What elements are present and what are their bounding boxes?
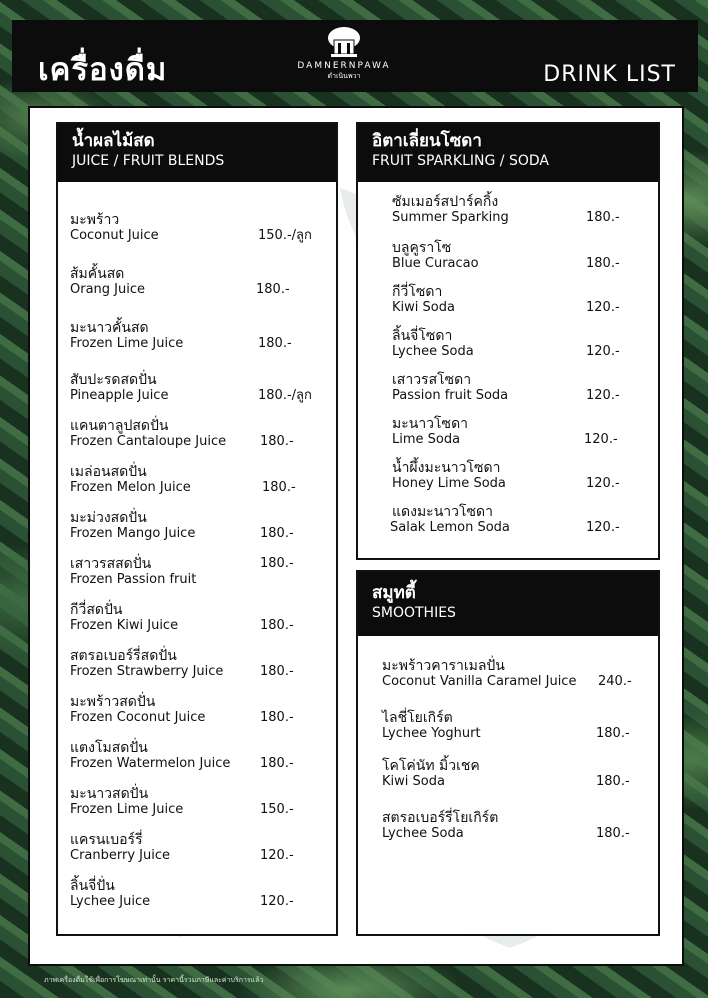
- soda-title-thai: อิตาเลี่ยนโซดา: [372, 131, 482, 151]
- item-name-english: Lime Soda: [392, 432, 461, 447]
- item-name-thai: ซัมเมอร์สปาร์คกิ้ง: [392, 194, 499, 210]
- smoothies-section-header: [358, 572, 658, 636]
- menu-item: [358, 758, 658, 790]
- menu-item: [58, 320, 336, 352]
- soda-title-english: FRUIT SPARKLING / SODA: [372, 153, 549, 169]
- item-price: 120.-: [586, 388, 620, 403]
- item-name-thai: เสาวรสโซดา: [392, 372, 472, 388]
- item-name-thai: แครนเบอร์รี่: [70, 832, 143, 848]
- item-price: 120.-: [260, 894, 294, 909]
- item-name-english: Coconut Juice: [70, 228, 159, 243]
- item-name-thai: มะพร้าว: [70, 212, 120, 228]
- menu-item: [358, 372, 658, 404]
- item-name-english: Frozen Mango Juice: [70, 526, 196, 541]
- menu-item: [358, 240, 658, 272]
- item-name-english: Lychee Juice: [70, 894, 151, 909]
- item-name-thai: บลูคูราโซ: [392, 240, 452, 256]
- item-price: 180.-: [262, 480, 296, 495]
- item-price: 180.-: [260, 756, 294, 771]
- logo-text-thai: ดำเนินพวา: [327, 72, 361, 80]
- item-price: 180.-: [596, 726, 630, 741]
- juice-section: [56, 122, 338, 936]
- item-price: 150.-/ลูก: [258, 228, 312, 243]
- item-name-thai: เสาวรสสดปั่น: [70, 556, 152, 572]
- item-name-english: Frozen Coconut Juice: [70, 710, 206, 725]
- item-name-thai: มะพร้าวคาราเมลปั่น: [382, 658, 505, 674]
- item-name-english: Kiwi Soda: [382, 774, 445, 789]
- item-name-thai: มะนาวสดปั่น: [70, 786, 149, 802]
- item-name-english: Frozen Cantaloupe Juice: [70, 434, 227, 449]
- item-name-thai: ไลชี่โยเกิร์ต: [382, 710, 453, 726]
- item-name-english: Kiwi Soda: [392, 300, 455, 315]
- item-name-english: Lychee Yoghurt: [382, 726, 481, 741]
- item-name-english: Passion fruit Soda: [392, 388, 509, 403]
- menu-item: [58, 878, 336, 910]
- soda-section-header: [358, 124, 658, 182]
- smoothies-section: [356, 570, 660, 936]
- item-price: 180.-: [586, 256, 620, 271]
- menu-item: [358, 710, 658, 742]
- item-name-thai: กีวี่สดปั่น: [70, 602, 123, 618]
- item-price: 120.-: [586, 300, 620, 315]
- item-price: 240.-: [598, 674, 632, 689]
- juice-section-header: [58, 124, 336, 182]
- item-name-english: Coconut Vanilla Caramel Juice: [382, 674, 577, 689]
- menu-item: [358, 284, 658, 316]
- menu-item: [58, 266, 336, 298]
- item-name-english: Frozen Lime Juice: [70, 802, 184, 817]
- item-price: 150.-: [260, 802, 294, 817]
- juice-title-thai: น้ำผลไม้สด: [72, 131, 155, 151]
- item-name-english: Blue Curacao: [392, 256, 479, 271]
- menu-item: [58, 694, 336, 726]
- menu-item: [58, 602, 336, 634]
- menu-item: [58, 832, 336, 864]
- item-name-thai: ส้มคั้นสด: [70, 266, 125, 282]
- smoothies-title-english: SMOOTHIES: [372, 605, 456, 621]
- menu-item: [58, 372, 336, 404]
- item-name-english: Frozen Strawberry Juice: [70, 664, 224, 679]
- item-price: 120.-: [260, 848, 294, 863]
- item-price: 180.-: [260, 618, 294, 633]
- item-name-thai: แดงมะนาวโซดา: [392, 504, 493, 520]
- item-name-english: Honey Lime Soda: [392, 476, 506, 491]
- footer-note: ภาพเครื่องดื่มใช้เพื่อการโฆษณาเท่านั้น ราคานี้รวมภาษีและค่าบริการแล้ว: [44, 976, 264, 984]
- item-name-thai: น้ำผึ้งมะนาวโซดา: [392, 460, 501, 476]
- item-name-thai: กีวี่โซดา: [392, 284, 443, 300]
- page-title-thai: เครื่องดื่ม: [38, 52, 168, 88]
- menu-item: [58, 418, 336, 450]
- item-price: 180.-: [260, 434, 294, 449]
- item-price: 180.-: [586, 210, 620, 225]
- item-price: 120.-: [584, 432, 618, 447]
- item-price: 180.-: [256, 282, 290, 297]
- page-title-english: DRINK LIST: [543, 62, 676, 87]
- item-name-english: Frozen Lime Juice: [70, 336, 184, 351]
- item-price: 180.-: [260, 556, 294, 571]
- item-name-english: Frozen Passion fruit: [70, 572, 197, 587]
- item-price: 120.-: [586, 476, 620, 491]
- item-name-thai: มะนาวโซดา: [392, 416, 469, 432]
- menu-item: [58, 464, 336, 496]
- menu-item: [358, 328, 658, 360]
- item-name-english: Cranberry Juice: [70, 848, 170, 863]
- item-name-english: Salak Lemon Soda: [390, 520, 510, 535]
- item-price: 120.-: [586, 344, 620, 359]
- item-name-thai: มะนาวคั้นสด: [70, 320, 149, 336]
- menu-item: [58, 510, 336, 542]
- item-name-thai: สตรอเบอร์รี่สดปั่น: [70, 648, 177, 664]
- logo-text-english: DAMNERNPAWA: [297, 61, 391, 71]
- menu-item: [358, 416, 658, 448]
- item-name-thai: แตงโมสดปั่น: [70, 740, 148, 756]
- item-name-thai: แคนตาลูปสดปั่น: [70, 418, 169, 434]
- menu-item: [358, 504, 658, 536]
- item-name-english: Summer Sparking: [392, 210, 509, 225]
- smoothies-title-thai: สมูทตี้: [372, 583, 416, 603]
- item-name-english: Lychee Soda: [392, 344, 474, 359]
- menu-item: [358, 810, 658, 842]
- item-name-english: Lychee Soda: [382, 826, 464, 841]
- menu-item: [358, 658, 658, 690]
- item-name-english: Frozen Melon Juice: [70, 480, 191, 495]
- item-name-english: Pineapple Juice: [70, 388, 169, 403]
- tree-house-logo-icon: [321, 26, 367, 60]
- menu-item: [358, 194, 658, 226]
- item-price: 180.-: [260, 710, 294, 725]
- item-name-thai: เมล่อนสดปั่น: [70, 464, 147, 480]
- item-price: 180.-: [596, 774, 630, 789]
- item-name-thai: สับปะรดสดปั่น: [70, 372, 157, 388]
- item-name-thai: สตรอเบอร์รี่โยเกิร์ต: [382, 810, 499, 826]
- item-name-english: Frozen Watermelon Juice: [70, 756, 231, 771]
- item-name-thai: โคโค่นัท มิ้วเชค: [382, 758, 480, 774]
- menu-item: [58, 786, 336, 818]
- soda-section: [356, 122, 660, 560]
- item-name-thai: ลิ้นจี่โซดา: [392, 328, 453, 344]
- juice-title-english: JUICE / FRUIT BLENDS: [72, 153, 225, 169]
- menu-item: [58, 212, 336, 244]
- brand-logo: [294, 26, 394, 92]
- item-price: 180.-: [596, 826, 630, 841]
- item-price: 180.-: [260, 664, 294, 679]
- menu-item: [358, 460, 658, 492]
- item-price: 180.-/ลูก: [258, 388, 312, 403]
- menu-item: [58, 556, 336, 588]
- item-price: 120.-: [586, 520, 620, 535]
- item-price: 180.-: [258, 336, 292, 351]
- item-name-thai: มะพร้าวสดปั่น: [70, 694, 156, 710]
- item-name-english: Frozen Kiwi Juice: [70, 618, 179, 633]
- item-name-thai: มะม่วงสดปั่น: [70, 510, 147, 526]
- menu-item: [58, 740, 336, 772]
- item-price: 180.-: [260, 526, 294, 541]
- item-name-english: Orang Juice: [70, 282, 145, 297]
- menu-item: [58, 648, 336, 680]
- item-name-thai: ลิ้นจี่ปั่น: [70, 878, 115, 894]
